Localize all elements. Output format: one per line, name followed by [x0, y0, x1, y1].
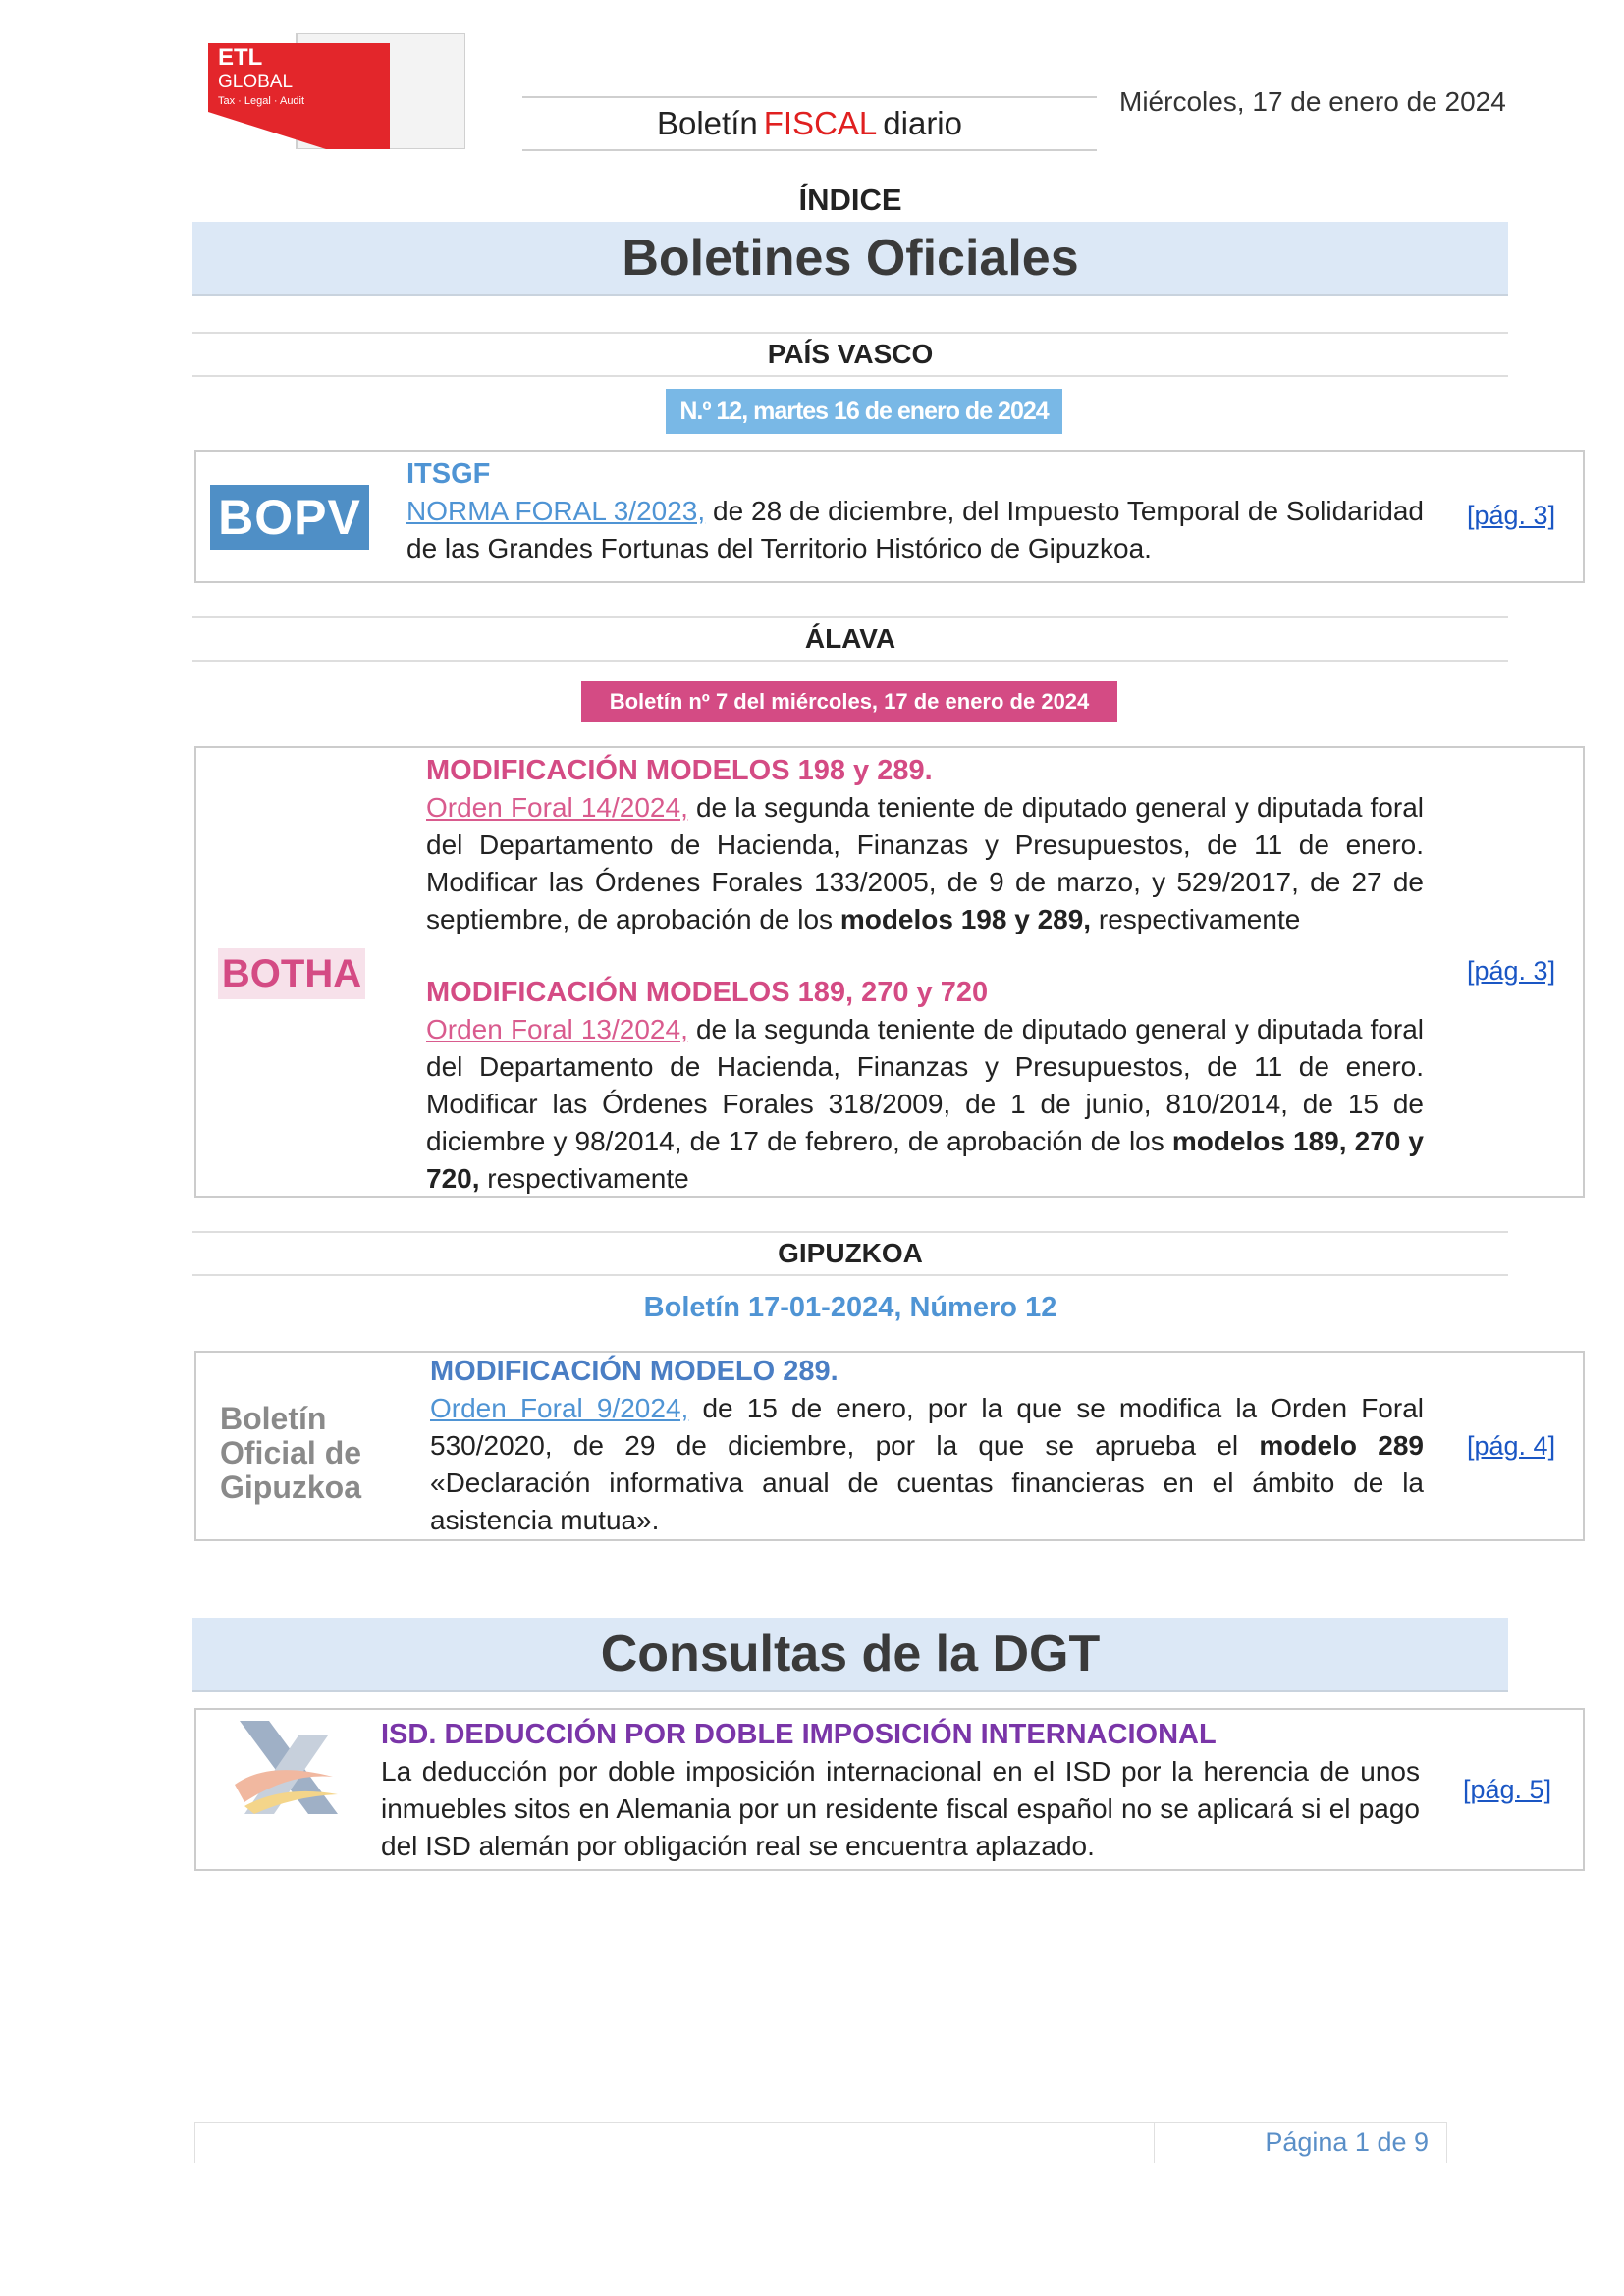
botha-bulletin-badge: Boletín nº 7 del miércoles, 17 de enero de 2024 — [581, 681, 1117, 722]
alava-item-2-description: Orden Foral 13/2024, de la segunda teniente de diputado general y diputada foral del Departamento de Hacienda, Finanzas y Presupuestos, de 11 de enero. Modificar las Órdenes Forales 318/2009, de 1 de junio, 810/2014, de 15 de diciembre y 98/2014, de 17 de febrero, de aprobación de los modelos 189, 270 y 720, respectivamente — [426, 1014, 1424, 1194]
page-link-3-alava[interactable]: [pág. 3] — [1467, 956, 1556, 986]
dgt-isd-description: La deducción por doble imposición internacional en el ISD por la herencia de unos inmuebles sitos en Alemania por un residente fiscal español no se aplicará si el pago del ISD alemán por obligación real se encuentra aplazado. — [381, 1756, 1420, 1861]
section-boletines-oficiales: Boletines Oficiales — [192, 222, 1508, 296]
logo-global: GLOBAL — [218, 72, 294, 92]
itsgf-description: NORMA FORAL 3/2023, de 28 de diciembre, del Impuesto Temporal de Solidaridad de las Grandes Fortunas del Territorio Histórico de Gipuzkoa. — [406, 496, 1424, 563]
aeat-logo-icon — [230, 1716, 348, 1824]
newsletter-title — [522, 96, 1097, 151]
alava-item-2-title: MODIFICACIÓN MODELOS 189, 270 y 720 — [426, 977, 989, 1008]
botha-logo: BOTHA — [218, 948, 365, 999]
page-link-5[interactable]: [pág. 5] — [1463, 1775, 1552, 1804]
bog-logo: Boletín Oficial de Gipuzkoa — [220, 1401, 362, 1505]
itsgf-title: ITSGF — [406, 458, 491, 490]
region-pais-vasco: PAÍS VASCO — [192, 332, 1508, 377]
card-gipuzkoa — [194, 1351, 1585, 1541]
title-prefix: Boletín — [656, 105, 758, 141]
gipuzkoa-title: MODIFICACIÓN MODELO 289. — [430, 1356, 839, 1387]
alava-item-189-270-720 — [426, 974, 1424, 1198]
gipuzkoa-description: Orden Foral 9/2024, de 15 de enero, por la que se modifica la Orden Foral 530/2020, de 29 de diciembre, por la que se aprueba el modelo 289 «Declaración informativa anual de cuentas financieras en el ámbito de la asistencia mutua». — [430, 1393, 1424, 1535]
orden-foral-13-2024-link[interactable]: Orden Foral 13/2024, — [426, 1014, 688, 1044]
dgt-isd-title: ISD. DEDUCCIÓN POR DOBLE IMPOSICIÓN INTERNACIONAL — [381, 1719, 1217, 1750]
alava-item-1-description: Orden Foral 14/2024, de la segunda teniente de diputado general y diputada foral del Departamento de Hacienda, Finanzas y Presupuestos, de 11 de enero. Modificar las Órdenes Forales 133/2005, de 9 de marzo, y 529/2017, de 27 de septiembre, de aprobación de los modelos 198 y 289, respectivamente — [426, 792, 1424, 934]
page-footer — [194, 2122, 1447, 2163]
logo-etl: ETL — [218, 44, 263, 71]
bog-bulletin-banner: Boletín 17-01-2024, Número 12 — [643, 1292, 1057, 1323]
bopv-logo: BOPV — [210, 485, 369, 550]
section-consultas-dgt: Consultas de la DGT — [192, 1618, 1508, 1692]
dgt-entry — [381, 1716, 1420, 1865]
issue-date: Miércoles, 17 de enero de 2024 — [1119, 86, 1506, 117]
alava-entries — [426, 752, 1424, 1198]
region-alava: ÁLAVA — [192, 616, 1508, 662]
bopv-bulletin-badge: N.º 12, martes 16 de enero de 2024 — [666, 389, 1062, 434]
logo-tagline: Tax · Legal · Audit — [218, 95, 305, 107]
page-link-4[interactable]: [pág. 4] — [1467, 1431, 1556, 1461]
orden-foral-14-2024-link[interactable]: Orden Foral 14/2024, — [426, 792, 688, 823]
etl-global-logo — [208, 33, 465, 149]
gipuzkoa-entry — [430, 1353, 1424, 1539]
itsgf-entry — [406, 455, 1424, 567]
card-dgt-isd — [194, 1708, 1585, 1871]
orden-foral-9-2024-link[interactable]: Orden Foral 9/2024, — [430, 1393, 689, 1423]
alava-item-1-title: MODIFICACIÓN MODELOS 198 y 289. — [426, 755, 933, 786]
card-itsgf — [194, 450, 1585, 583]
page-link-3-itsgf[interactable]: [pág. 3] — [1467, 501, 1556, 530]
title-suffix: diario — [883, 105, 962, 141]
page-number: Página 1 de 9 — [1265, 2127, 1429, 2157]
card-alava — [194, 746, 1585, 1198]
region-gipuzkoa: GIPUZKOA — [192, 1231, 1508, 1276]
index-heading: ÍNDICE — [798, 183, 902, 217]
norma-foral-3-2023-link[interactable]: NORMA FORAL 3/2023, — [406, 496, 706, 526]
title-highlight: FISCAL — [763, 105, 878, 141]
alava-item-198-289 — [426, 752, 1424, 938]
